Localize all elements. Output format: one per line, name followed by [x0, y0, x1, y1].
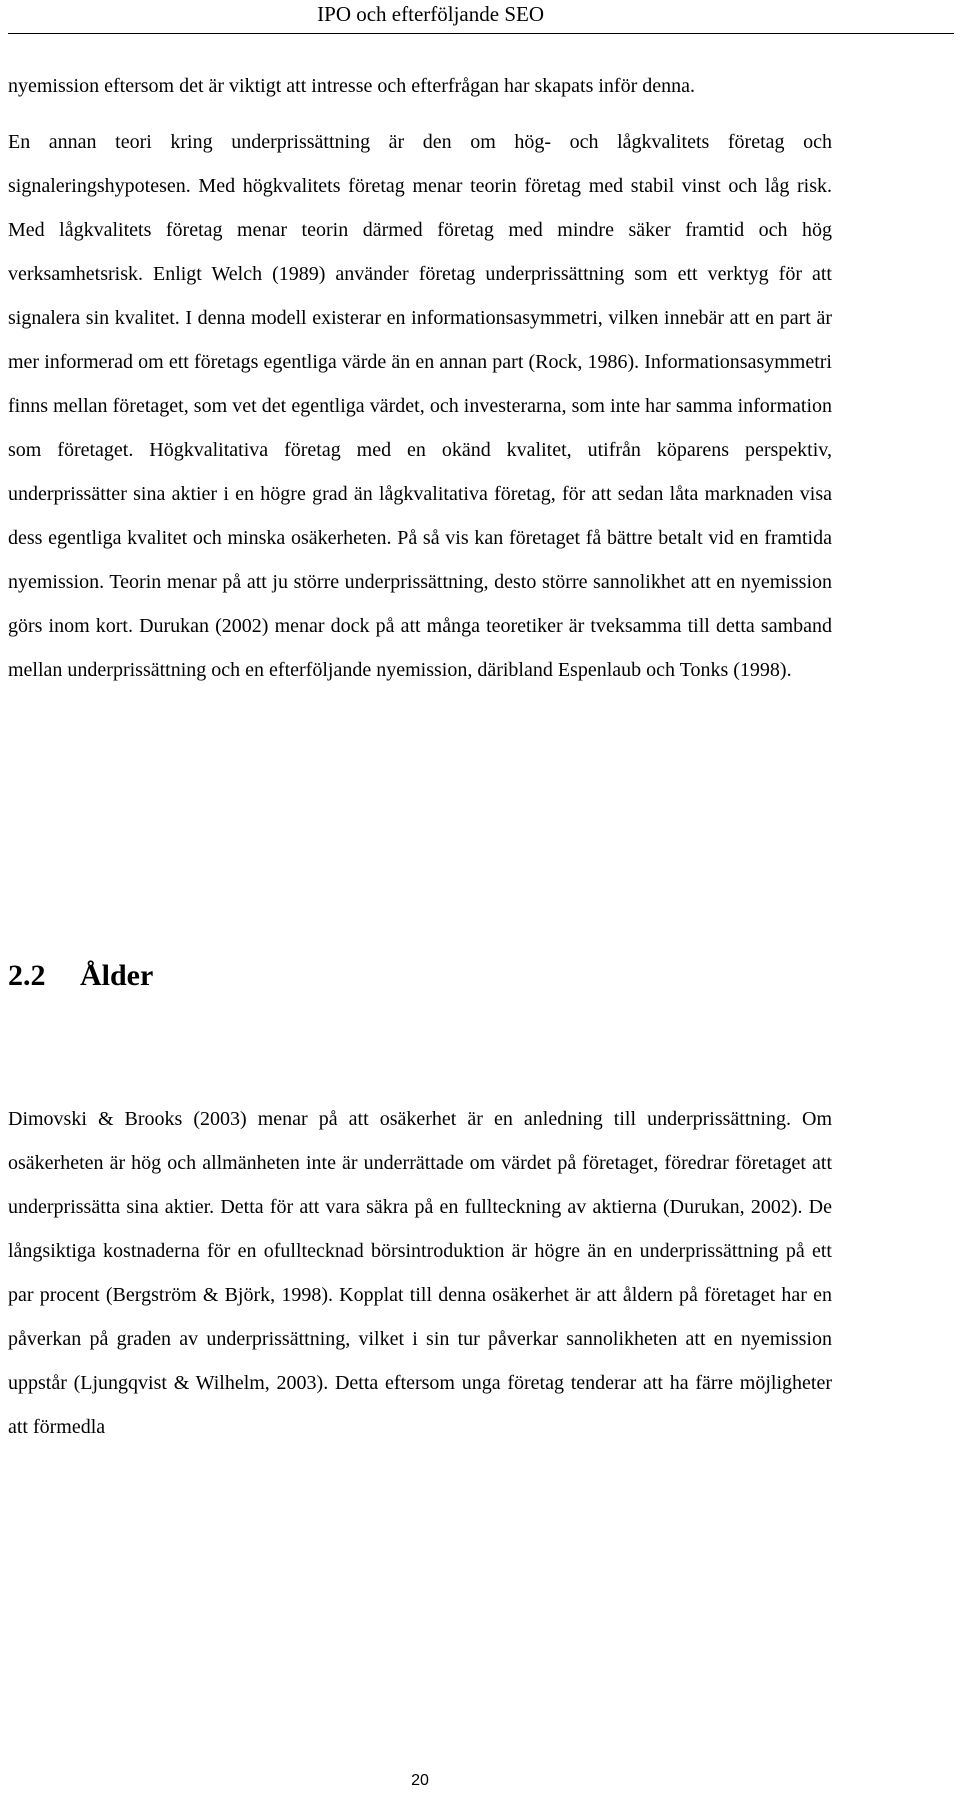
section-paragraph: Dimovski & Brooks (2003) menar på att osäkerhet är en anledning till underprissättning. Om osäkerheten är hög och allmänheten inte är underrättade om värdet på företaget, föredrar företaget att underprissätta sina aktier. Detta för att vara säkra på en fullteckning av aktierna (Durukan, 2002). De långsiktiga kostnaderna för en ofulltecknad börsintroduktion är högre än en underprissättning på ett par procent (Bergström & Björk, 1998). Kopplat till denna osäkerhet är att åldern på företaget har en påverkan på graden av underprissättning, vilket i sin tur påverkar sannolikheten att en nyemission uppstår (Ljungqvist & Wilhelm, 2003). Detta eftersom unga företag tenderar att ha färre möjligheter att förmedla — [8, 1108, 832, 1438]
section-title: Ålder — [80, 959, 154, 992]
body-paragraph-1: nyemission eftersom det är viktigt att intresse och efterfrågan har skapats inför denna. — [8, 75, 695, 97]
section-heading — [8, 948, 832, 1008]
header-divider — [8, 33, 954, 34]
section-body — [8, 1097, 832, 1449]
running-header — [0, 0, 960, 32]
section-number: 2.2 — [8, 959, 46, 992]
body-paragraph-2: En annan teori kring underprissättning är den om hög- och lågkvalitets företag och signaleringshypotesen. Med högkvalitets företag menar teorin företag med stabil vinst och låg risk. Med lågkvalitets företag menar teorin därmed företag med mindre säker framtid och hög verksamhetsrisk. Enligt Welch (1989) använder företag underprissättning som ett verktyg för att signalera sin kvalitet. I denna modell existerar en informationsasymmetri, vilken innebär att en part är mer informerad om ett företags egentliga värde än en annan part (Rock, 1986). Informationsasymmetri finns mellan företaget, som vet det egentliga värdet, och investerarna, som inte har samma information som företaget. Högkvalitativa företag med en okänd kvalitet, utifrån köparens perspektiv, underprissätter sina aktier i en högre grad än lågkvalitativa företag, för att sedan låta marknaden visa dess egentliga kvalitet och minska osäkerheten. På så vis kan företaget få bättre betalt vid en framtida nyemission. Teorin menar på att ju större underprissättning, desto större sannolikhet att en nyemission görs inom kort. Durukan (2002) menar dock på att många teoretiker är tveksamma till detta samband mellan underprissättning och en efterföljande nyemission, däribland Espenlaub och Tonks (1998). — [8, 131, 832, 681]
page-number: 20 — [411, 1772, 429, 1789]
running-header-title: IPO och efterföljande SEO — [317, 2, 544, 26]
body-text — [8, 64, 832, 692]
